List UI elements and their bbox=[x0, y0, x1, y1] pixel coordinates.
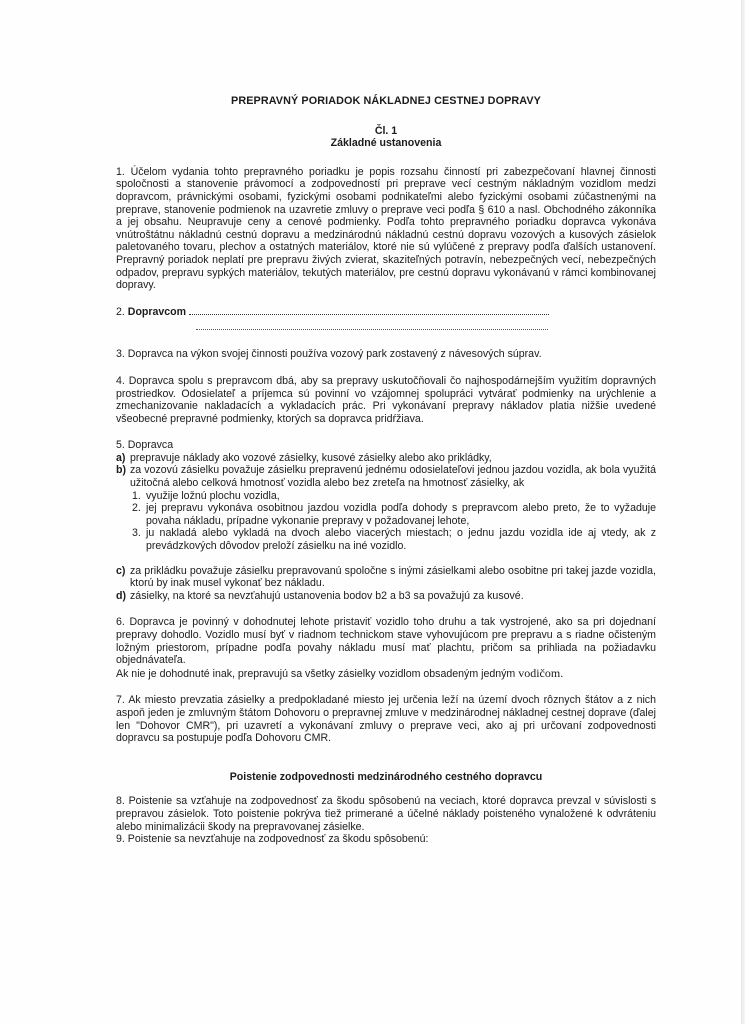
sub-list-item bbox=[132, 490, 656, 503]
page-edge-shadow bbox=[741, 0, 745, 1024]
paragraph-7: 7. Ak miesto prevzatia zásielky a predpokladané miesto jej určenia leží na území dvoch rôznych štátov a z nich aspoň jeden je zmluvným štátom Dohovoru o prepravnej zmluve v medzinárodnej nákladnej cestnej doprave (ďalej len "Dohovor CMR"), pri uzavretí a vykonávaní zmluvy o preprave veci, ako aj pri určovaní zodpovednosti dopravcu sa postupuje podľa Dohovoru CMR. bbox=[116, 694, 656, 745]
sub-list-item-text: jej prepravu vykonáva osobitnou jazdou vozidla podľa dohody s prepravcom alebo preto, že to vyžaduje povaha nákladu, prípadne vykonanie prepravy v požadovanej lehote, bbox=[146, 502, 656, 527]
paragraph-6: 6. Dopravca je povinný v dohodnutej lehote pristaviť vozidlo toho druhu a tak vystrojené, ako sa pri dojednaní prepravy dohodlo. Vozidlo musí byť v riadnom technickom stave vyhovujúcom pre prepravu a s riadne očisteným ložným priestorom, prípadne podľa povahy nákladu musí mať plachtu, pričom sa prihliada na požiadavku objednávateľa. bbox=[116, 616, 656, 667]
paragraph-5-intro: 5. Dopravca bbox=[116, 439, 174, 452]
list-item-text: zásielky, na ktoré sa nevzťahujú ustanovenia bodov b2 a b3 sa považujú za kusové. bbox=[130, 589, 524, 602]
carrier-label: Dopravcom bbox=[127, 305, 187, 318]
sub-list-item-text: využije ložnú plochu vozidla, bbox=[146, 489, 280, 502]
article-name: Základné ustanovenia bbox=[330, 137, 442, 150]
sub-list-item-label: 1. bbox=[132, 489, 141, 502]
list-item-label: c) bbox=[116, 564, 126, 577]
paragraph-8: 8. Poistenie sa vzťahuje na zodpovednosť za škodu spôsobenú na veciach, ktoré dopravca prevzal v súvislosti s prepravou zásielok. Toto poistenie pokrýva tiež primerané a účelné náklady poisteného vynaložené k odvráteniu alebo minimalizácii škody na prepravovanej zásielke. bbox=[116, 795, 656, 833]
paragraph-6-last-line bbox=[116, 667, 656, 681]
list-item bbox=[116, 590, 656, 603]
list-item-text: za vozovú zásielku považuje zásielku prepravenú jednému odosielateľovi jednou jazdou vozidla, ak bola využitá užitočná alebo celková hmotnosť vozidla alebo bez zreteľa na hmotnosť zásielky, ak bbox=[130, 464, 656, 490]
sub-list-item-label: 2. bbox=[132, 502, 141, 515]
paragraph-3: 3. Dopravca na výkon svojej činnosti používa vozový park zostavený z návesových súprav. bbox=[116, 348, 542, 361]
paragraph-1: 1. Účelom vydania tohto prepravného poriadku je popis rozsahu činností pri zabezpečovaní hlavnej činnosti spoločnosti a stanovenie právomocí a zodpovedností pri preprave vecí cestným nákladným vozidlom medzi dopravcom, právnickými osobami, fyzickými osobami podnikateľmi alebo fyzickými osobami zúčastnenými na preprave, stanovenie podmienok na uzavretie zmluvy o preprave veci podľa § 610 a nasl. Obchodného zákonníka a jej obsahu. Neupravuje ceny a cenové podmienky. Podľa tohto prepravného poriadku dopravca vykonáva vnútroštátnu nákladnú cestnú dopravu a medzinárodnú nákladnú cestnú dopravu vozových a kusových zásielok paletovaného tovaru, plechov a ostatných materiálov, ktoré nie sú vylúčené z prepravy podľa ďalších ustanovení. Prepravný poriadok neplatí pre prepravu živých zvierat, skaziteľných potravín, nebezpečných vecí, nebezpečných odpadov, prepravu sypkých materiálov, tekutých materiálov, pre cestnú dopravu vykonávanú v rámci kombinovanej dopravy. bbox=[116, 165, 656, 292]
sub-list-item-label: 3. bbox=[132, 527, 141, 540]
sub-list-item bbox=[132, 502, 656, 527]
document-body bbox=[116, 95, 656, 846]
paragraph-2-number: 2. bbox=[116, 305, 125, 318]
list-item bbox=[116, 452, 656, 465]
list-item-label: a) bbox=[116, 451, 126, 464]
list-item-label: b) bbox=[116, 464, 126, 477]
paragraph-6-last-text: Ak nie je dohodnuté inak, prepravujú sa všetky zásielky vozidlom obsadeným jedným bbox=[116, 667, 516, 680]
list-item-text: za prikládku považuje zásielku prepravovanú spoločne s inými zásielkami alebo osobitne pri takej jazde vozidla, ktorú by inak musel vykonať bez nákladu. bbox=[130, 564, 656, 590]
sub-list-item-text: ju nakladá alebo vykladá na dvoch alebo viacerých miestach; o jednu jazdu vozidla ide aj vtedy, ak z prevádzkových dôvodov preloží zásielku na iné vozidlo. bbox=[146, 527, 656, 553]
article-number: Čl. 1 bbox=[374, 124, 398, 137]
paragraph-9: 9. Poistenie sa nevzťahuje na zodpovednosť za škodu spôsobenú: bbox=[116, 833, 429, 846]
carrier-fill-line-2 bbox=[196, 323, 548, 330]
paragraph-6-last-word: vodičom. bbox=[518, 665, 564, 680]
paragraph-2 bbox=[116, 306, 656, 319]
sub-list-item bbox=[132, 527, 656, 552]
list-item-label: d) bbox=[116, 589, 126, 602]
paragraph-4: 4. Dopravca spolu s prepravcom dbá, aby sa prepravy uskutočňovali čo najhospodárnejším využitím dopravných prostriedkov. Odosielateľ a príjemca sú povinní vo vzájomnej spolupráci vytvárať podmienky na urýchlenie a zmechanizovanie nakladacích a vykladacích prác. Pri vykonávaní prepravy nákladov platia nižšie uvedené všeobecné prepravné podmienky, ktorých sa dopravca pridŕžiava. bbox=[116, 374, 656, 425]
list-item bbox=[116, 565, 656, 590]
document-title: PREPRAVNÝ PORIADOK NÁKLADNEJ CESTNEJ DOPRAVY bbox=[231, 95, 541, 107]
carrier-fill-line bbox=[189, 306, 549, 315]
list-item-text: prepravuje náklady ako vozové zásielky, kusové zásielky alebo ako prikládky, bbox=[130, 451, 492, 464]
section-heading: Poistenie zodpovednosti medzinárodného cestného dopravcu bbox=[229, 770, 543, 783]
list-item bbox=[116, 464, 656, 489]
